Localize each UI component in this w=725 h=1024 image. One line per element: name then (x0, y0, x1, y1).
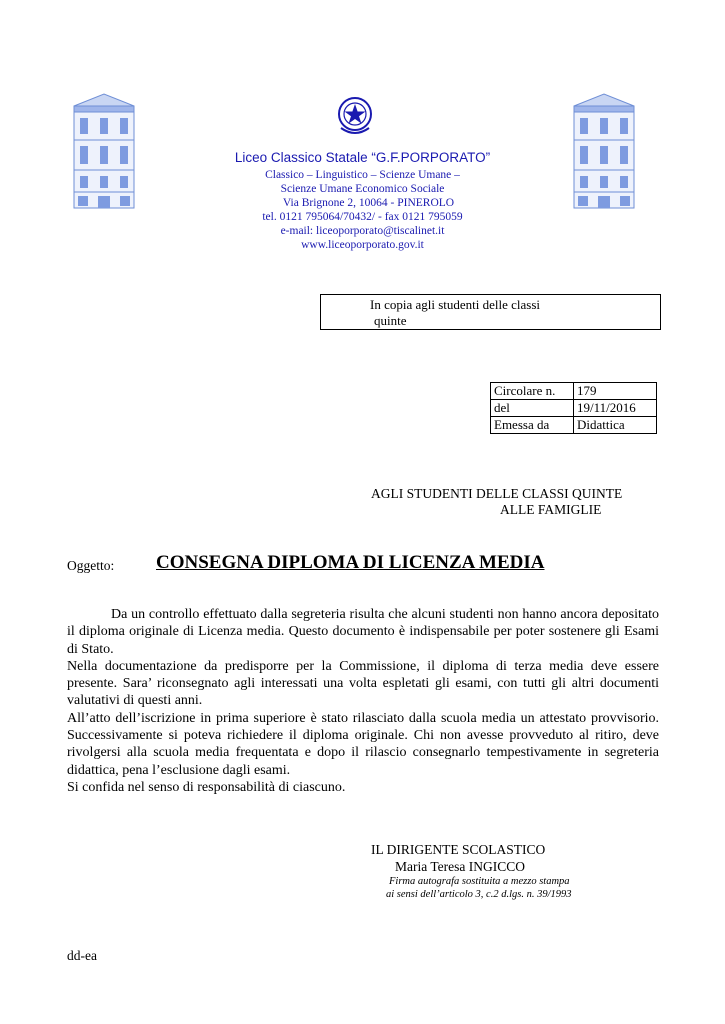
circular-date-label: del (491, 400, 574, 417)
body-paragraph: All’atto dell’iscrizione in prima superiore è stato rilasciato dalla scuola media un attestato provvisorio. Successivamente si poteva richiedere il diploma originale. Chi non avesse provveduto al ritiro, deve rivolgersi alla scuola media frequentata e dopo il rilascio consegnarlo tempestivamente in segreteria didattica, pena l’esclusione dagli esami. (67, 710, 659, 778)
school-address: Via Brignone 2, 10064 - PINEROLO (282, 197, 455, 209)
letter-body (67, 606, 659, 796)
table-row (491, 400, 657, 417)
table-row (491, 383, 657, 400)
circular-number-value: 179 (574, 383, 657, 400)
body-paragraph: Da un controllo effettuato dalla segreteria risulta che alcuni studenti non hanno ancora depositato il diploma originale di Licenza media. Questo documento è indispensabile per poter sostenere gli Esami di Stato. (67, 607, 659, 657)
copy-recipients-box (320, 294, 661, 330)
school-name: Liceo Classico Statale “G.F.PORPORATO” (234, 150, 491, 165)
circular-date-value: 19/11/2016 (574, 400, 657, 417)
addressee-families: ALLE FAMIGLIE (500, 502, 602, 517)
italian-republic-emblem-icon (335, 94, 375, 138)
copy-recipients-line1: In copia agli studenti delle classi (370, 297, 541, 312)
signature-note-line2: ai sensi dell’articolo 3, c.2 d.lgs. n. 39/1993 (386, 889, 572, 900)
document-code: dd-ea (67, 948, 97, 963)
signature-name: Maria Teresa INGICCO (395, 859, 526, 874)
circular-issuer-value: Didattica (574, 417, 657, 434)
school-website: www.liceoporporato.gov.it (301, 239, 424, 251)
school-phone-fax: tel. 0121 795064/70432/ - fax 0121 795059 (262, 211, 463, 223)
subject-label: Oggetto: (67, 558, 115, 573)
addressee-students: AGLI STUDENTI DELLE CLASSI QUINTE (371, 486, 623, 501)
circular-issuer-label: Emessa da (491, 417, 574, 434)
body-paragraph: Nella documentazione da predisporre per la Commissione, il diploma di terza media deve essere presente. Sara’ riconsegnato agli interessati una volta espletati gli esami, con tutti gli altri documenti valutativi di questi anni. (67, 658, 659, 709)
school-curricula-line2: Scienze Umane Economico Sociale (280, 183, 445, 195)
circular-info-table (490, 382, 657, 434)
copy-recipients-line2: quinte (374, 313, 407, 328)
school-curricula-line1: Classico – Linguistico – Scienze Umane – (265, 169, 460, 181)
school-email: e-mail: liceoporporato@tiscalinet.it (280, 225, 445, 237)
circular-number-label: Circolare n. (491, 383, 574, 400)
subject-title: CONSEGNA DIPLOMA DI LICENZA MEDIA (156, 552, 545, 573)
body-paragraph: Si confida nel senso di responsabilità di ciascuno. (67, 779, 346, 795)
table-row (491, 417, 657, 434)
signature-note-line1: Firma autografa sostituita a mezzo stampa (389, 876, 570, 887)
signature-role: IL DIRIGENTE SCOLASTICO (371, 842, 546, 857)
